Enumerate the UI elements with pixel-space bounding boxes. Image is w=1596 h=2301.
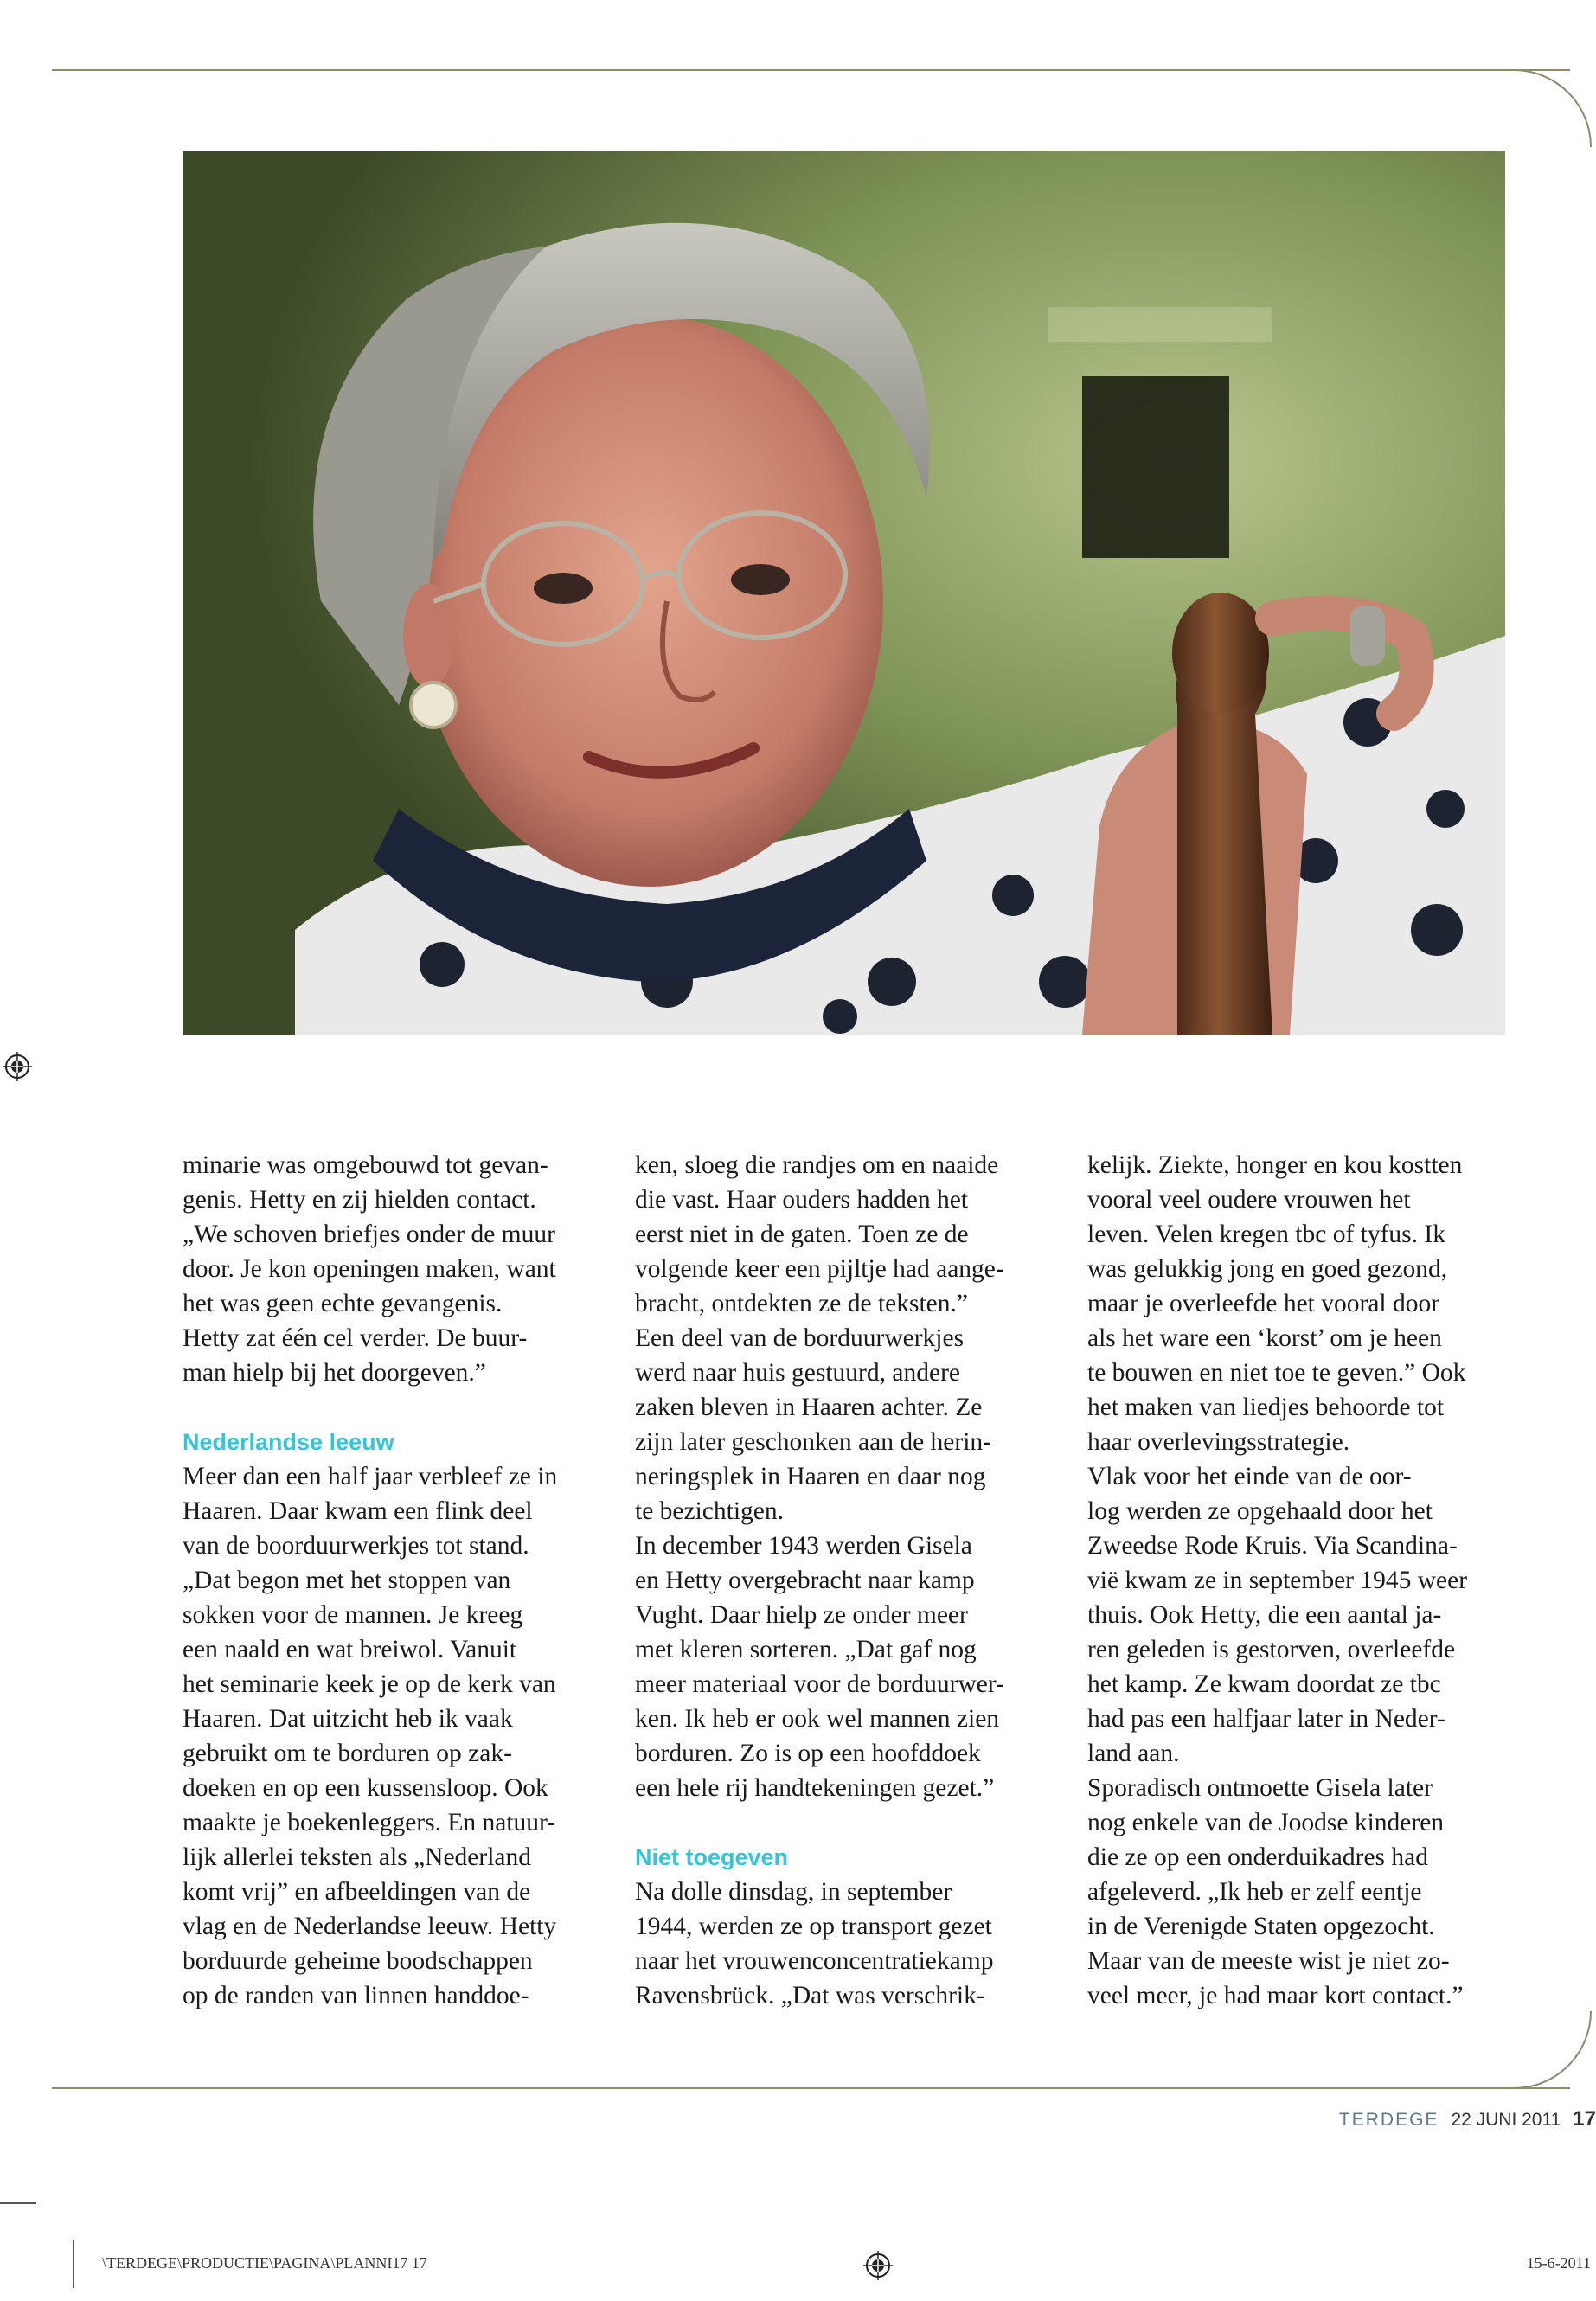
body-text-line: een naald en wat breiwol. Vanuit	[183, 1636, 517, 1663]
body-text-line: een hele rij handtekeningen gezet.”	[635, 1774, 995, 1802]
slug-date: 15-6-2011	[1526, 2254, 1591, 2272]
page-folio	[1339, 2107, 1596, 2131]
page-number: 17	[1573, 2107, 1596, 2131]
body-text-line: „Dat begon met het stoppen van	[183, 1567, 511, 1594]
body-text-line: leven. Velen kregen tbc of tyfus. Ik	[1087, 1221, 1445, 1248]
body-text-line: „We schoven briefjes onder de muur	[183, 1221, 555, 1248]
body-text-line: vlag en de Nederlandse leeuw. Hetty	[183, 1913, 557, 1940]
body-text-line: vooral veel oudere vrouwen het	[1087, 1186, 1411, 1214]
subheading: Nederlandse leeuw	[183, 1429, 394, 1455]
body-text-line: log werden ze opgehaald door het	[1087, 1497, 1433, 1525]
body-text-line: in de Verenigde Staten opgezocht.	[1087, 1913, 1435, 1940]
body-text-line: thuis. Ook Hetty, die een aantal ja-	[1087, 1601, 1442, 1629]
body-text-line: van de boorduurwerkjes tot stand.	[183, 1532, 529, 1560]
body-text-line: bracht, ontdekten ze de teksten.”	[635, 1290, 968, 1317]
registration-mark-icon	[3, 1052, 32, 1081]
body-text-line: had pas een halfjaar later in Neder-	[1087, 1705, 1445, 1733]
article-column-2	[635, 1148, 1050, 2013]
body-text-line: veel meer, je had maar kort contact.”	[1087, 1982, 1464, 2009]
body-text-line: het was geen echte gevangenis.	[183, 1290, 503, 1317]
article-column-3	[1087, 1148, 1503, 2013]
body-text-line: land aan.	[1087, 1740, 1180, 1767]
body-text-line: sokken voor de mannen. Je kreeg	[183, 1601, 523, 1629]
body-text-line: doeken en op een kussensloop. Ook	[183, 1774, 548, 1802]
body-text-line: neringsplek in Haaren en daar nog	[635, 1463, 986, 1490]
issue-date: 22 JUNI 2011	[1451, 2110, 1561, 2130]
body-text-line: kelijk. Ziekte, honger en kou kostten	[1087, 1151, 1463, 1179]
body-text-line: maakte je boekenleggers. En natuur-	[183, 1809, 556, 1836]
body-text-line: die vast. Haar ouders hadden het	[635, 1186, 968, 1214]
body-text-line: ren geleden is gestorven, overleefde	[1087, 1636, 1456, 1663]
body-text-line: borduurde geheime boodschappen	[183, 1947, 533, 1975]
body-text-line: als het ware een ‘korst’ om je heen	[1087, 1324, 1442, 1352]
body-text-line: het maken van liedjes behoorde tot	[1087, 1394, 1445, 1421]
body-text-line: te bezichtigen.	[635, 1497, 785, 1525]
body-text-line: naar het vrouwenconcentratiekamp	[635, 1947, 994, 1975]
bottom-trim-line	[52, 2087, 1570, 2089]
body-text-line: Een deel van de borduurwerkjes	[635, 1324, 965, 1352]
body-text-line: het seminarie keek je op de kerk van	[183, 1670, 556, 1698]
body-text-line: Vlak voor het einde van de oor-	[1087, 1463, 1412, 1490]
subheading: Niet toegeven	[635, 1844, 789, 1870]
body-text-line: maar je overleefde het vooral door	[1087, 1290, 1440, 1317]
body-text-line: genis. Hetty en zij hielden contact.	[183, 1186, 536, 1214]
body-text-line: door. Je kon openingen maken, want	[183, 1255, 556, 1283]
body-text-line: eerst niet in de gaten. Toen ze de	[635, 1221, 969, 1248]
body-text-line: met kleren sorteren. „Dat gaf nog	[635, 1636, 977, 1663]
registration-mark-icon	[863, 2251, 893, 2280]
body-text-line: die ze op een onderduikadres had	[1087, 1843, 1428, 1871]
body-text-line: het kamp. Ze kwam doordat ze tbc	[1087, 1670, 1441, 1698]
body-text-line: borduren. Zo is op een hoofddoek	[635, 1740, 981, 1767]
body-text-line: In december 1943 werden Gisela	[635, 1532, 972, 1560]
slug-path: \TERDEGE\PRODUCTIE\PAGINA\PLANNI17 17	[102, 2254, 427, 2272]
body-text-line: zijn later geschonken aan de herin-	[635, 1428, 991, 1456]
body-text-line: Meer dan een half jaar verbleef ze in	[183, 1463, 558, 1490]
crop-mark	[0, 2202, 36, 2204]
body-text-line: gebruikt om te borduren op zak-	[183, 1740, 512, 1767]
body-text-line: vië kwam ze in september 1945 weer	[1087, 1567, 1468, 1594]
body-text-line: lijk allerlei teksten als „Nederland	[183, 1843, 532, 1871]
body-text-line: werd naar huis gestuurd, andere	[635, 1359, 960, 1387]
body-text-line: te bouwen en niet toe te geven.” Ook	[1087, 1359, 1466, 1387]
body-text-line: ken. Ik heb er ook wel mannen zien	[635, 1705, 1000, 1733]
body-text-line: volgende keer een pijltje had aange-	[635, 1255, 1004, 1283]
magazine-name: TERDEGE	[1338, 2110, 1439, 2130]
body-text-line: komt vrij” en afbeeldingen van de	[183, 1878, 531, 1906]
body-text-line: zaken bleven in Haaren achter. Ze	[635, 1394, 983, 1421]
body-text-line: Vught. Daar hielp ze onder meer	[635, 1601, 968, 1629]
body-text-line: was gelukkig jong en goed gezond,	[1087, 1255, 1448, 1283]
body-text-line: 1944, werden ze op transport gezet	[635, 1913, 992, 1940]
paragraph-gap	[635, 1805, 1050, 1840]
body-text-line: nog enkele van de Joodse kinderen	[1087, 1809, 1445, 1836]
bottom-trim-corner	[1514, 2011, 1592, 2089]
crop-mark	[73, 2240, 74, 2288]
body-text-line: Haaren. Dat uitzicht heb ik vaak	[183, 1705, 513, 1733]
body-text-line: en Hetty overgebracht naar kamp	[635, 1567, 975, 1594]
body-text-line: Haaren. Daar kwam een flink deel	[183, 1497, 533, 1525]
body-text-line: haar overlevingsstrategie.	[1087, 1428, 1350, 1456]
portrait-photo	[183, 151, 1505, 1035]
body-text-line: Sporadisch ontmoette Gisela later	[1087, 1774, 1433, 1802]
body-text-line: op de randen van linnen handdoe-	[183, 1982, 529, 2009]
body-text-line: minarie was omgebouwd tot gevan-	[183, 1151, 548, 1179]
paragraph-gap	[183, 1390, 598, 1425]
body-text-line: afgeleverd. „Ik heb er zelf eentje	[1087, 1878, 1422, 1906]
body-text-line: Hetty zat één cel verder. De buur-	[183, 1324, 528, 1352]
body-text-line: Ravensbrück. „Dat was verschrik-	[635, 1982, 985, 2009]
body-text-line: Zweedse Rode Kruis. Via Scandina-	[1087, 1532, 1458, 1560]
body-text-line: Na dolle dinsdag, in september	[635, 1878, 952, 1906]
body-text-line: Maar van de meeste wist je niet zo-	[1087, 1947, 1450, 1975]
body-text-line: man hielp bij het doorgeven.”	[183, 1359, 486, 1387]
body-text-line: meer materiaal voor de borduurwer-	[635, 1670, 1004, 1698]
top-trim-line	[52, 69, 1570, 71]
article-column-1	[183, 1148, 598, 2013]
body-text-line: ken, sloeg die randjes om en naaide	[635, 1151, 999, 1179]
top-trim-corner	[1514, 69, 1592, 147]
